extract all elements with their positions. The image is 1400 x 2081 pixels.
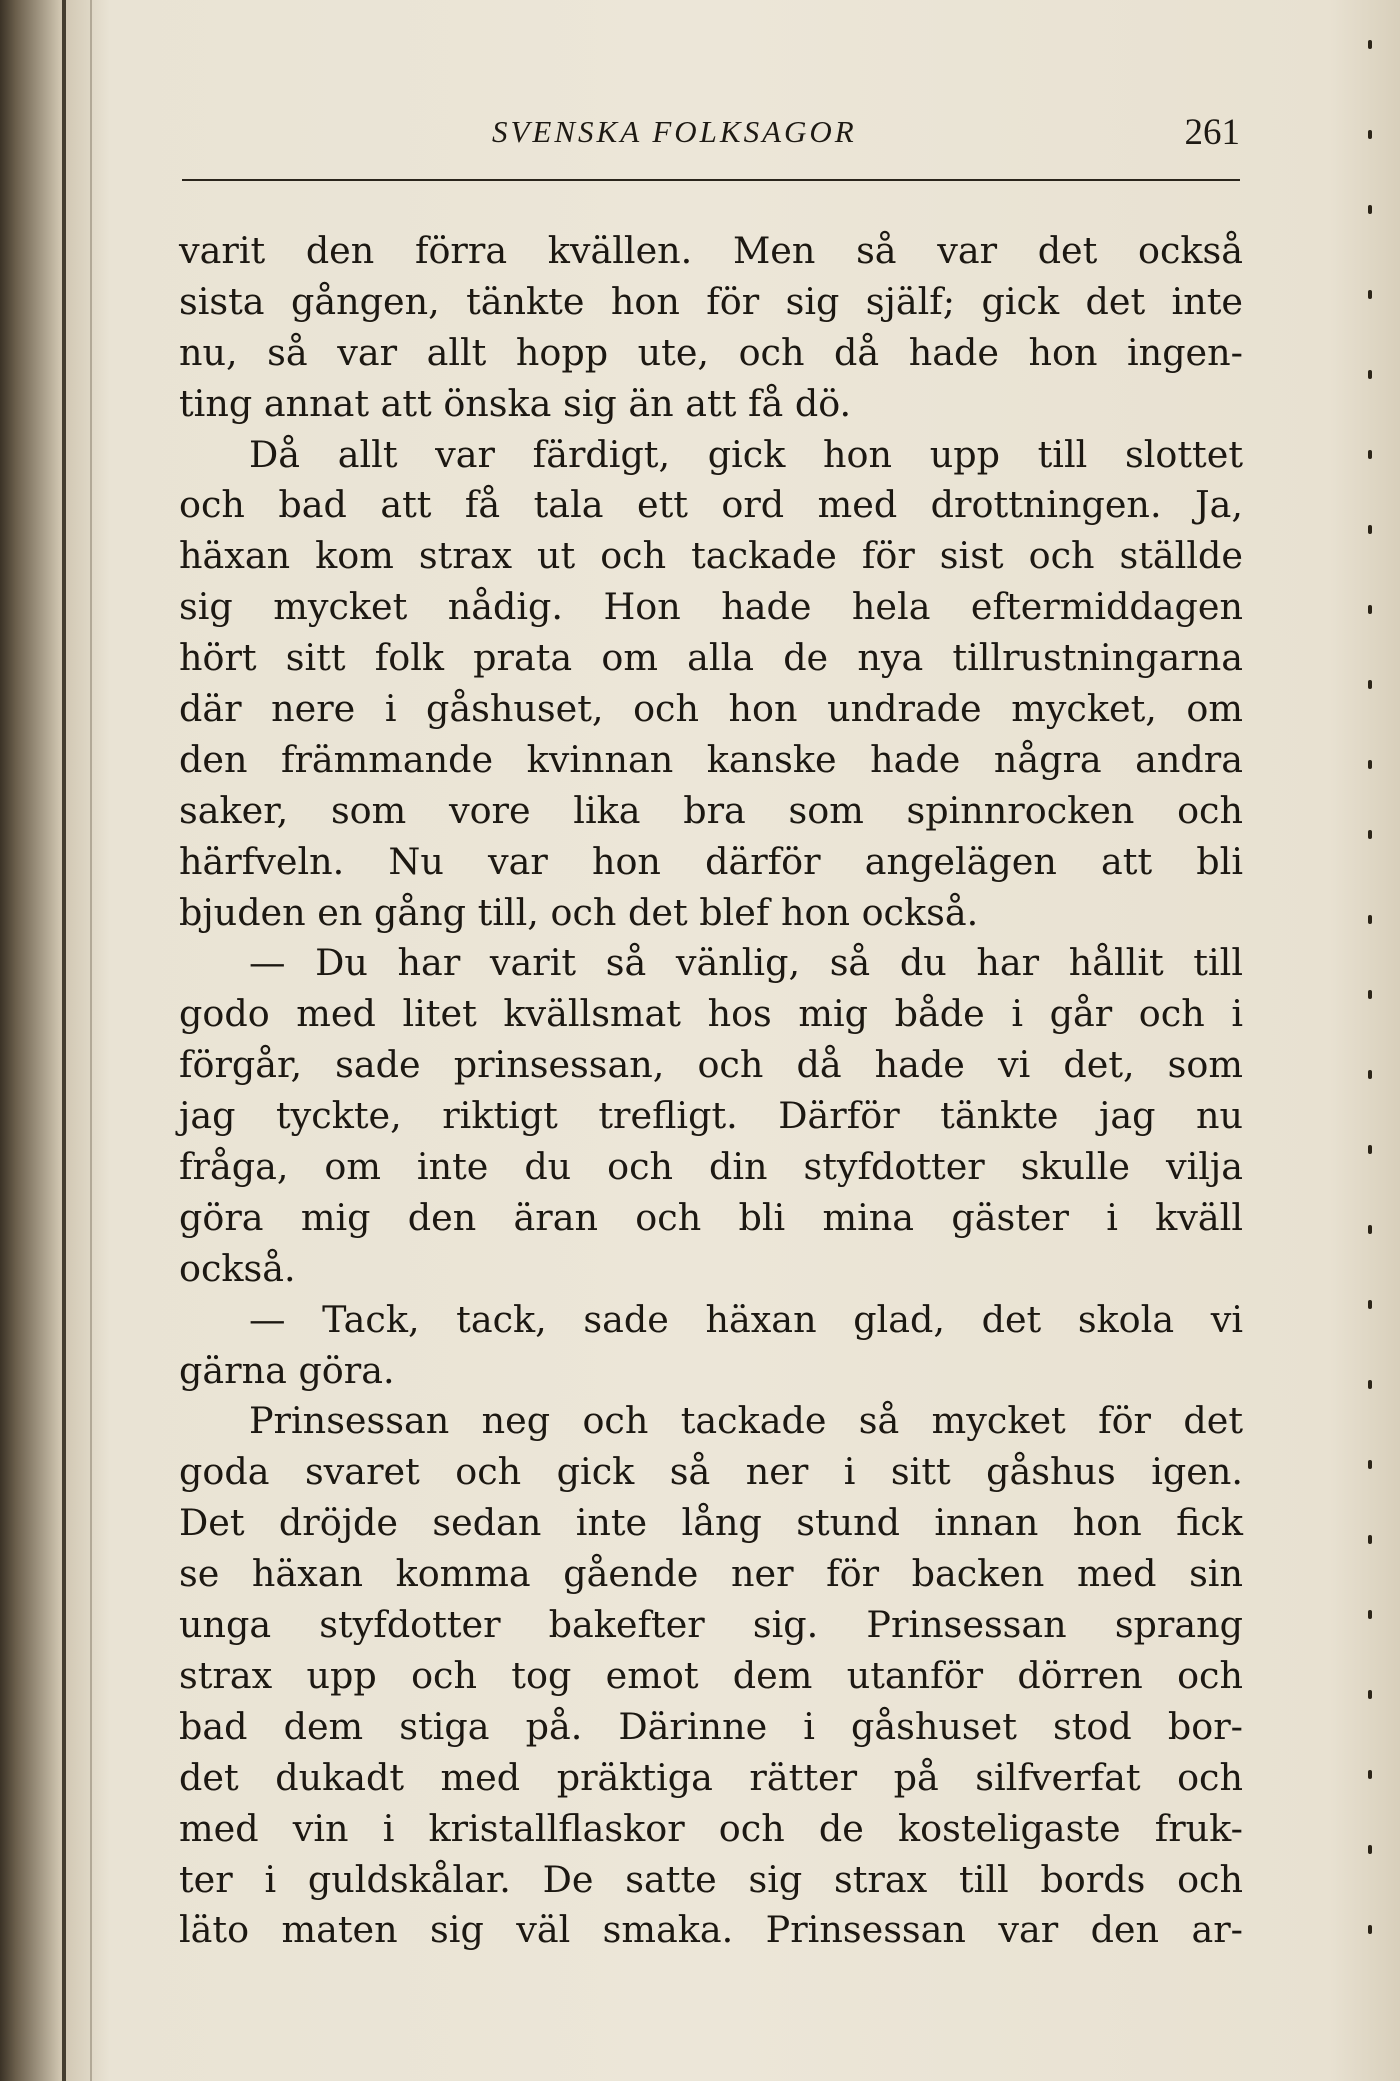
text-line: — Du har varit så vänlig, så du har hållit till bbox=[249, 941, 1243, 985]
text-line: hört sitt folk prata om alla de nya tillrustningarna bbox=[179, 636, 1243, 680]
running-header bbox=[182, 114, 1240, 168]
text-line: bad dem stiga på. Därinne i gåshuset stod bor- bbox=[179, 1704, 1243, 1748]
text-line: härfveln. Nu var hon därför angelägen att bli bbox=[179, 839, 1243, 883]
text-line: förgår, sade prinsessan, och då hade vi det, som bbox=[179, 1043, 1243, 1087]
text-line: nu, så var allt hopp ute, och då hade hon ingen- bbox=[179, 330, 1243, 374]
text-line: med vin i kristallflaskor och de kosteligaste fruk- bbox=[179, 1806, 1243, 1850]
text-line: läto maten sig väl smaka. Prinsessan var den ar- bbox=[179, 1908, 1243, 1952]
book-spine bbox=[62, 0, 66, 2081]
text-line: varit den förra kvällen. Men så var det också bbox=[179, 229, 1243, 272]
text-line: gärna göra. bbox=[179, 1348, 395, 1392]
text-line: Det dröjde sedan inte lång stund innan hon fick bbox=[179, 1501, 1243, 1545]
text-line: ting annat att önska sig än att få dö. bbox=[179, 381, 852, 425]
running-title: SVENSKA FOLKSAGOR bbox=[492, 114, 857, 149]
text-line: och bad att få tala ett ord med drottningen. Ja, bbox=[179, 483, 1243, 527]
header-rule bbox=[182, 179, 1240, 181]
text-line: unga styfdotter bakefter sig. Prinsessan sprang bbox=[179, 1603, 1243, 1647]
text-line: häxan kom strax ut och tackade för sist och ställde bbox=[179, 534, 1243, 578]
page-number: 261 bbox=[1184, 112, 1240, 153]
text-line: jag tyckte, riktigt trefligt. Därför tänkte jag nu bbox=[179, 1094, 1243, 1138]
text-line: sig mycket nådig. Hon hade hela eftermiddagen bbox=[179, 585, 1243, 629]
text-line: godo med litet kvällsmat hos mig både i går och i bbox=[179, 992, 1243, 1036]
text-line: det dukadt med präktiga rätter på silfverfat och bbox=[179, 1755, 1243, 1799]
text-line: Då allt var färdigt, gick hon upp till slottet bbox=[249, 432, 1243, 476]
text-line: sista gången, tänkte hon för sig själf; gick det inte bbox=[179, 279, 1243, 323]
text-line: den främmande kvinnan kanske hade några andra bbox=[179, 737, 1243, 781]
text-line: Prinsessan neg och tackade så mycket för det bbox=[249, 1399, 1243, 1443]
page-gutter-line bbox=[90, 0, 92, 2081]
text-line: bjuden en gång till, och det blef hon också. bbox=[179, 890, 979, 934]
text-line: göra mig den äran och bli mina gäster i kväll bbox=[179, 1195, 1243, 1239]
text-line: strax upp och tog emot dem utanför dörren och bbox=[179, 1653, 1243, 1697]
text-line: goda svaret och gick så ner i sitt gåshus igen. bbox=[179, 1450, 1243, 1494]
text-line: se häxan komma gående ner för backen med sin bbox=[179, 1552, 1243, 1596]
text-line: fråga, om inte du och din styfdotter skulle vilja bbox=[179, 1145, 1243, 1189]
text-line: saker, som vore lika bra som spinnrocken och bbox=[179, 788, 1243, 832]
text-line: — Tack, tack, sade häxan glad, det skola vi bbox=[249, 1297, 1243, 1341]
page-edge-marks bbox=[1360, 0, 1390, 2081]
text-line: där nere i gåshuset, och hon undrade mycket, om bbox=[179, 687, 1243, 731]
body-text bbox=[179, 226, 1243, 1956]
text-line: ter i guldskålar. De satte sig strax till bords och bbox=[179, 1857, 1243, 1901]
text-line: också. bbox=[179, 1246, 296, 1290]
